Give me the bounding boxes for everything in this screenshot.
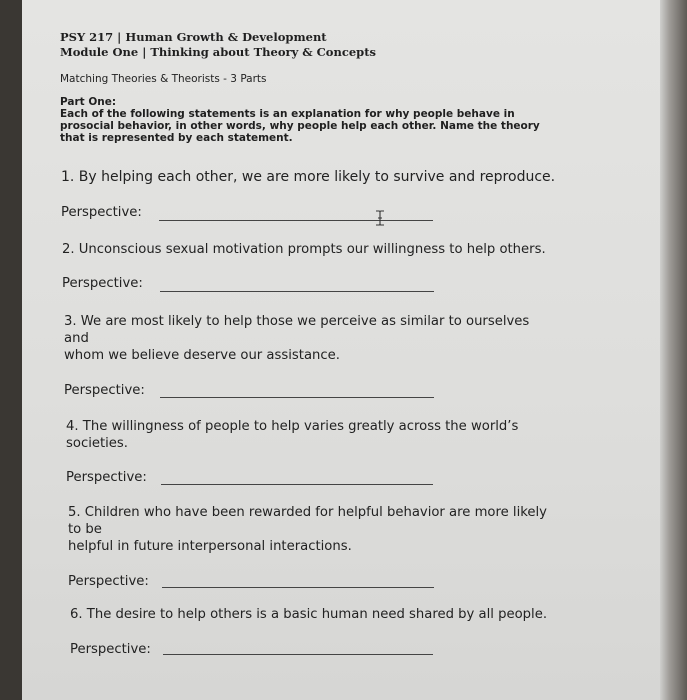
question-3: 3. We are most likely to help those we perceive as similar to ourselves and whom we believe deserve our assistance. [64, 314, 530, 363]
worksheet-header [60, 30, 620, 144]
perspective-label-1: Perspective: [61, 205, 142, 220]
answer-blank-2[interactable] [160, 291, 434, 292]
instructions-text: Each of the following statements is an explanation for why people behave in prosocial behavior, in other words, why people help each other. Name the theory that is represented by each statement. [60, 108, 540, 144]
answer-blank-3[interactable] [160, 397, 434, 398]
perspective-label-3: Perspective: [64, 383, 145, 398]
answer-blank-5[interactable] [162, 587, 434, 588]
question-1: 1. By helping each other, we are more likely to survive and reproduce. [61, 169, 556, 185]
question-6: 6. The desire to help others is a basic human need shared by all people. [70, 607, 548, 622]
answer-blank-4[interactable] [161, 484, 433, 485]
question-2: 2. Unconscious sexual motivation prompts our willingness to help others. [62, 242, 546, 257]
question-5: 5. Children who have been rewarded for helpful behavior are more likely to be helpful in future interpersonal interactions. [68, 505, 547, 554]
perspective-label-4: Perspective: [66, 470, 147, 485]
course-title: PSY 217 | Human Growth & Development [60, 30, 327, 44]
matching-subtitle: Matching Theories & Theorists - 3 Parts [60, 73, 267, 85]
answer-blank-1[interactable] [159, 220, 433, 221]
question-4: 4. The willingness of people to help varies greatly across the world’s societies. [66, 419, 519, 451]
part-title: Part One: [60, 96, 117, 108]
perspective-label-5: Perspective: [68, 574, 149, 589]
page-edge [660, 0, 687, 700]
answer-blank-6[interactable] [163, 654, 433, 655]
perspective-label-6: Perspective: [70, 642, 151, 657]
text-cursor-icon [373, 210, 387, 226]
module-title: Module One | Thinking about Theory & Concepts [60, 45, 376, 59]
perspective-label-2: Perspective: [62, 276, 143, 291]
